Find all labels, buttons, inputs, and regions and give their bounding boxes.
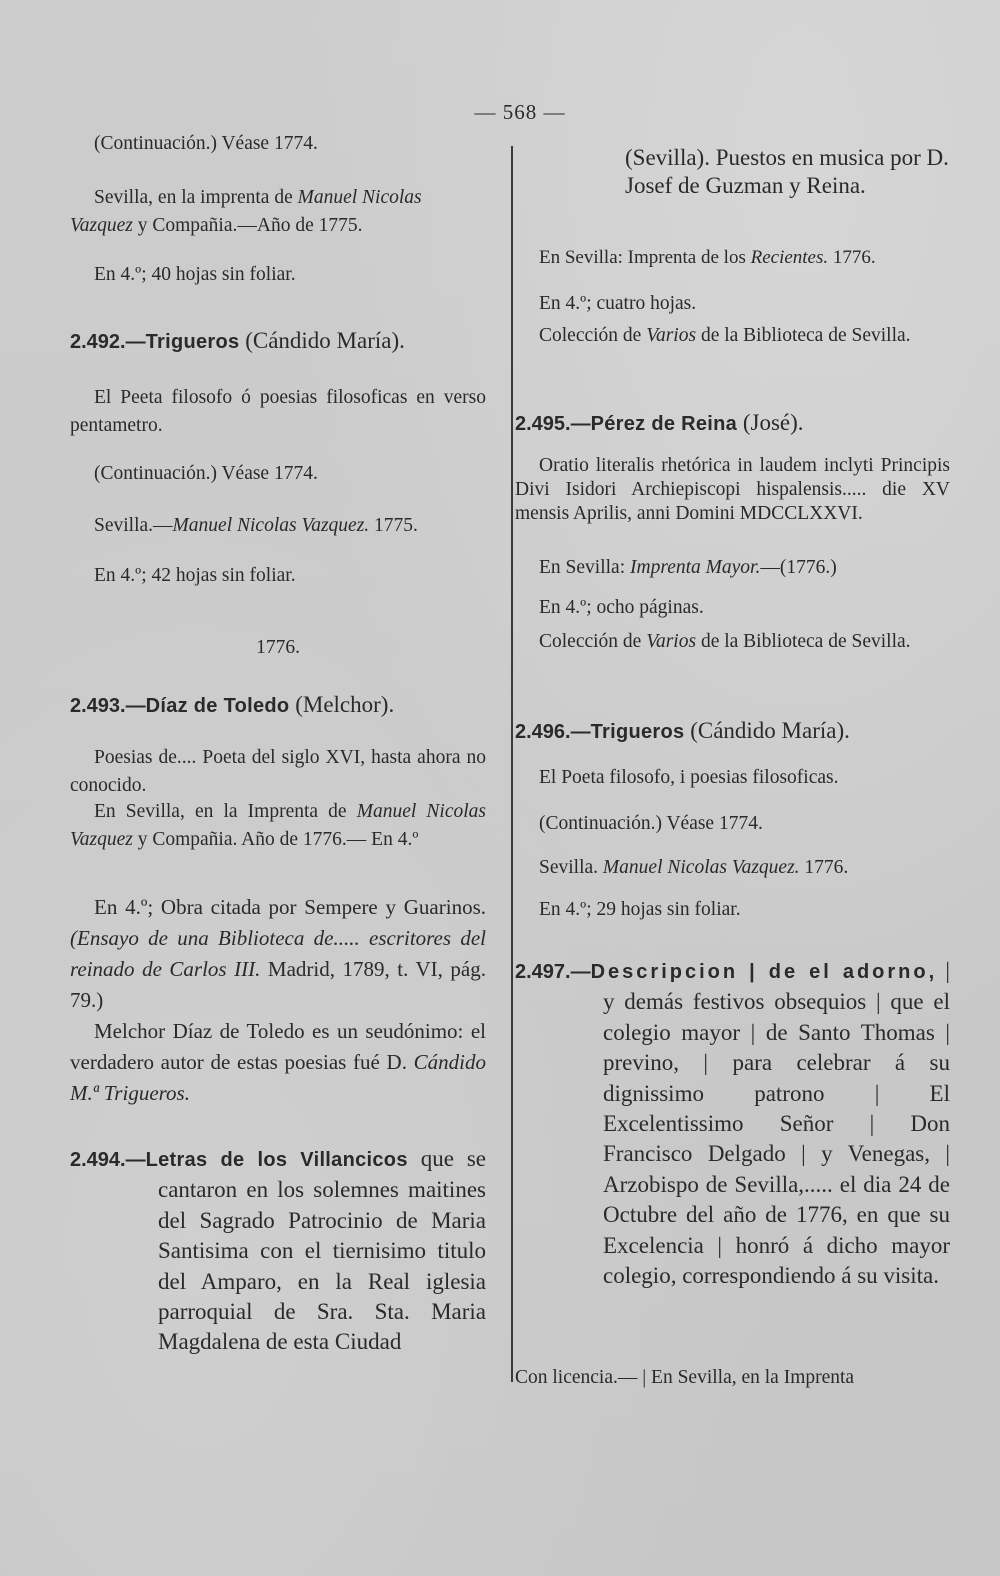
entry-2496-heading: 2.496.—Trigueros (Cándido María).: [515, 718, 850, 743]
entry-2492-title: El Peeta filosofo ó poesias filosoficas en verso pentametro.: [70, 387, 486, 436]
entry-2496-continuation: (Continuación.) Véase 1774.: [539, 813, 763, 834]
entry-2495-format: En 4.º; ocho páginas.: [539, 597, 704, 618]
year-heading: 1776.: [256, 637, 300, 658]
entry-2494-imprint: En Sevilla: Imprenta de los Recientes. 1776.: [539, 247, 876, 268]
entry-2493-title: Poesias de.... Poeta del siglo XVI, hasta ahora no conocido.: [70, 747, 486, 796]
entry-2495-collection: Colección de Varios de la Biblioteca de Sevilla.: [539, 631, 911, 652]
entry-2497-license: Con licencia.— | En Sevilla, en la Imprenta: [515, 1367, 855, 1388]
entry-2494-format: En 4.º; cuatro hojas.: [539, 293, 697, 314]
entry-2494-continuation-title: (Sevilla). Puestos en musica por D. Josef de Guzman y Reina.: [625, 145, 949, 198]
continuation-note: (Continuación.) Véase 1774.: [94, 133, 318, 154]
entry-2496-format: En 4.º; 29 hojas sin foliar.: [539, 899, 741, 920]
entry-2493-imprint: En Sevilla, en la Imprenta de Manuel Nicolas Vazquez y Compañia. Año de 1776.— En 4.º: [70, 801, 486, 850]
entry-2495-title: Oratio literalis rhetórica in laudem inclyti Principis Divi Isidori Archiepiscopi hispalensis..... die XV mensis Aprilis, anni Domini MDCCLXXVI.: [515, 455, 950, 524]
entry-2493-note: En 4.º; Obra citada por Sempere y Guarinos. (Ensayo de una Biblioteca de..... escritores del reinado de Carlos III. Madrid, 1789, t. VI, pág. 79.): [70, 895, 486, 1012]
entry-2493-heading: 2.493.—Díaz de Toledo (Melchor).: [70, 692, 395, 717]
entry-2494-collection: Colección de Varios de la Biblioteca de Sevilla.: [539, 325, 911, 346]
entry-2495-heading: 2.495.—Pérez de Reina (José).: [515, 410, 804, 435]
page-number: — 568 —: [474, 100, 566, 124]
entry-2492-continuation: (Continuación.) Véase 1774.: [94, 463, 318, 484]
entry-2496-title: El Poeta filosofo, i poesias filosoficas.: [539, 767, 839, 788]
entry-2492-heading: 2.492.—Trigueros (Cándido María).: [70, 328, 405, 353]
entry-2493-pseudonym-note: Melchor Díaz de Toledo es un seudónimo: el verdadero autor de estas poesias fué D. Cándido M.ª Trigueros.: [70, 1019, 487, 1105]
entry-2497: 2.497.—Descripcion | de el adorno, | y demás festivos obsequios | que el colegio mayor | de Santo Thomas | previno, | para celebrar á su dignissimo patrono | El Excelentissimo Señor | Don Francisco Delgado | y Venegas, | Arzobispo de Sevilla,..... el dia 24 de Octubre del año de 1776, en que su Excelencia | honró á dicho mayor colegio, correspondiendo á su visita.: [515, 958, 951, 1289]
entry-2494: 2.494.—Letras de los Villancicos que se cantaron en los solemnes maitines del Sagrado Patrocinio de Maria Santisima con el tiernisimo titulo del Amparo, en la Real iglesia parroquial de Sra. Sta. Maria Magdalena de esta Ciudad: [70, 1146, 486, 1355]
format-note: En 4.º; 40 hojas sin foliar.: [94, 264, 296, 285]
column-divider: [511, 146, 513, 1382]
entry-2495-imprint: En Sevilla: Imprenta Mayor.—(1776.): [539, 557, 837, 578]
imprint: Sevilla, en la imprenta de Manuel Nicolas Vazquez y Compañia.—Año de 1775.: [70, 187, 422, 236]
entry-2496-imprint: Sevilla. Manuel Nicolas Vazquez. 1776.: [539, 857, 849, 878]
entry-2492-imprint: Sevilla.—Manuel Nicolas Vazquez. 1775.: [94, 515, 418, 536]
entry-2492-format: En 4.º; 42 hojas sin foliar.: [94, 565, 296, 586]
